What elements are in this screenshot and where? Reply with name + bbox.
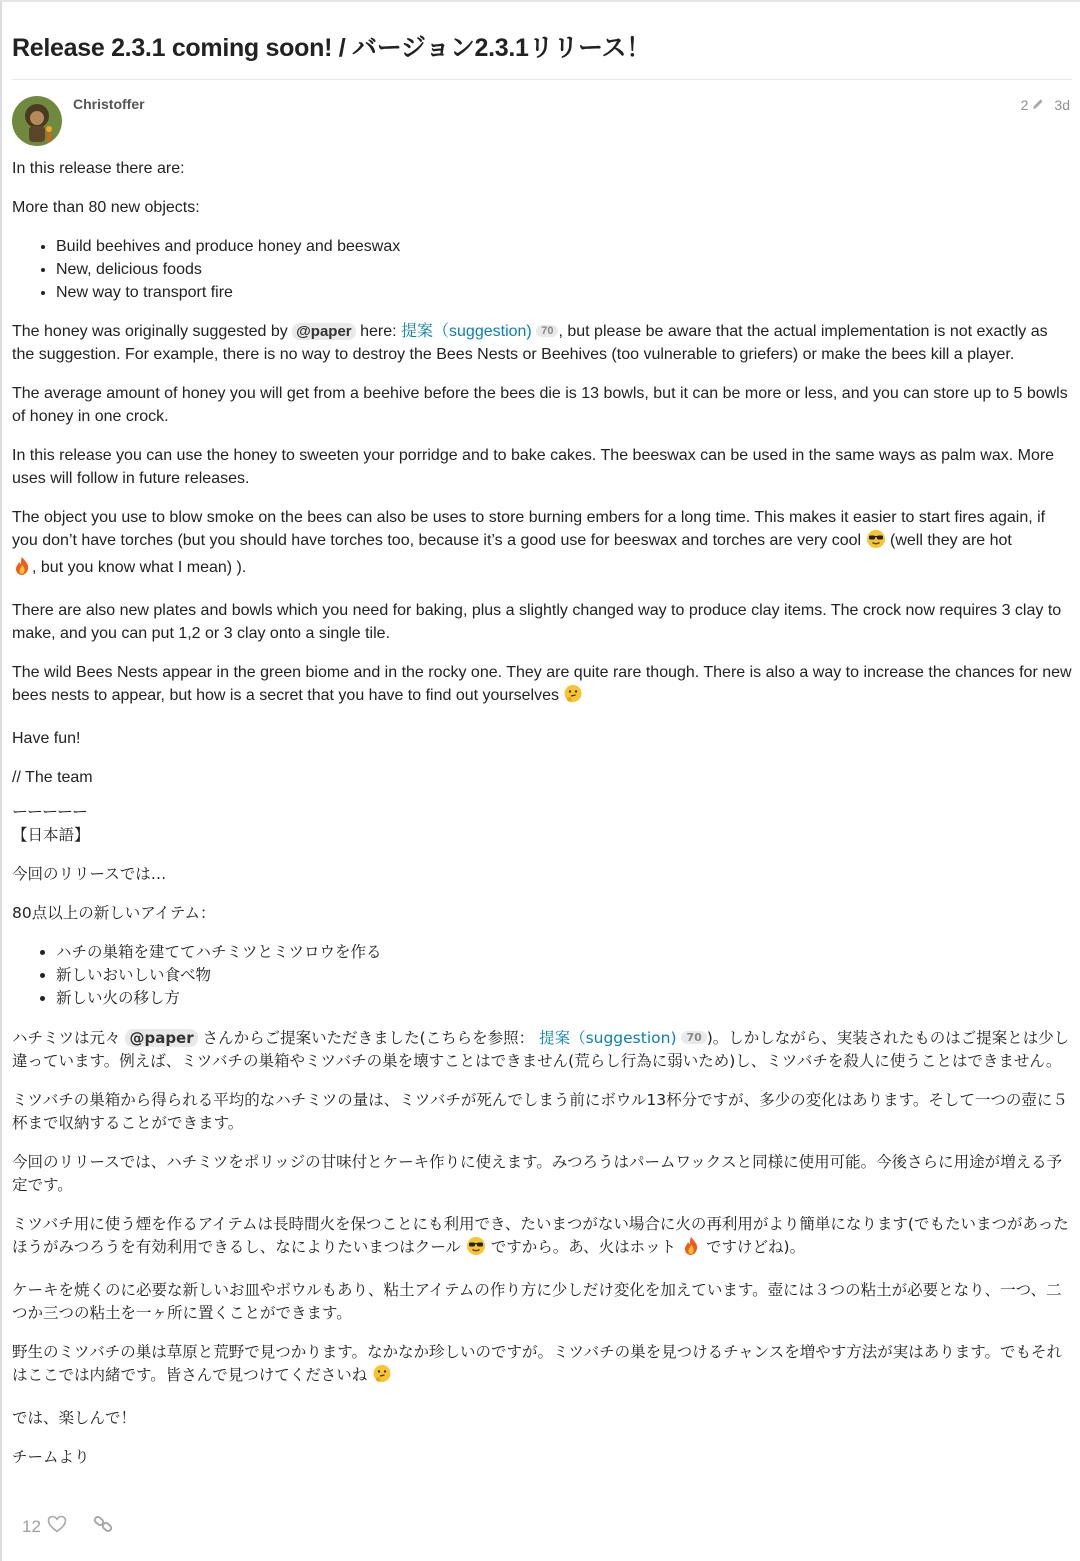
en-honey-paragraph: [12, 320, 1072, 366]
language-divider: ーーーーー: [12, 804, 88, 821]
text-span: )。しかしながら、実装されたものはご提案とは少し違っています。例えば、ミツバチの巣箱やミツバチの巣を壊すことはできません(荒らし行為に弱いため)し、ミツバチを殺人に使うことはできません。: [12, 1029, 1070, 1070]
thinking-emoji: [372, 1364, 392, 1391]
en-uses-paragraph: In this release you can use the honey to sweeten your porridge and to bake cakes. The beeswax can be used in the same ways as palm wax. More uses will follow in future releases.: [12, 447, 1055, 487]
jp-nests-paragraph: [12, 1341, 1072, 1391]
edit-count[interactable]: 2: [1020, 97, 1029, 113]
suggestion-link[interactable]: 提案（suggestion): [401, 323, 532, 340]
jp-plates-paragraph: ケーキを焼くのに必要な新しいお皿やボウルもあり、粘土アイテムの作り方に少しだけ変化を加えています。壺には３つの粘土が必要となり、一つ、二つか三つの粘土を一ヶ所に置くことができます。: [12, 1281, 1062, 1322]
text-span: , but please be aware that the actual implementation is not exactly as the suggestion. For example, there is no way to destroy the Bees Nests or Beehives (too vulnerable to griefers) or make the bees kill a player.: [12, 323, 1048, 363]
text-span: , but you know what I mean) ).: [32, 559, 247, 576]
author-avatar[interactable]: [12, 96, 62, 146]
en-have-fun: Have fun!: [12, 730, 81, 747]
sunglasses-emoji: [866, 529, 886, 556]
jp-objects-heading: 80点以上の新しいアイテム：: [12, 904, 216, 922]
jp-heading: 【日本語】: [12, 826, 90, 844]
text-span: さんからご提案いただきました(こちらを参照：: [202, 1029, 535, 1047]
post-age[interactable]: 3d: [1054, 97, 1070, 113]
text-span: ですけどね)。: [706, 1238, 806, 1256]
list-item: • ハチの巣箱を建ててハチミツとミツロウを作る: [56, 941, 1072, 964]
en-objects-heading: More than 80 new objects:: [12, 199, 200, 216]
jp-signoff: チームより: [12, 1448, 90, 1466]
like-button[interactable]: [22, 1515, 67, 1538]
heart-icon[interactable]: [47, 1515, 67, 1538]
text-span: The honey was originally suggested by: [12, 323, 288, 340]
text-span: The wild Bees Nests appear in the green biome and in the rocky one. They are quite rare though. There is also a way to increase the chances for new bees nests to appear, but how is a secret that you have to find out yourselves: [12, 664, 1072, 704]
link-click-count: 70: [536, 325, 558, 337]
post-body: [12, 157, 1072, 1485]
link-icon[interactable]: [93, 1515, 113, 1538]
en-intro: In this release there are:: [12, 160, 185, 177]
list-item: • Build beehives and produce honey and beeswax: [56, 235, 1072, 258]
fire-emoji: [681, 1236, 701, 1263]
jp-average-paragraph: ミツバチの巣箱から得られる平均的なハチミツの量は、ミツバチが死んでしまう前にボウル13杯分ですが、多少の変化はあります。そして一つの壺に５杯まで収納することができます。: [12, 1091, 1068, 1132]
post-actions: [22, 1515, 113, 1538]
en-nests-paragraph: [12, 661, 1072, 711]
text-span: here:: [360, 323, 397, 340]
fire-emoji: [12, 556, 32, 583]
jp-have-fun: では、楽しんで！: [12, 1409, 137, 1427]
text-span: ハチミツは元々: [12, 1029, 121, 1047]
suggestion-link[interactable]: 提案（suggestion): [539, 1029, 677, 1047]
list-item: • New way to transport fire: [56, 281, 1072, 304]
text-span: ミツバチ用に使う煙を作るアイテムは長時間火を保つことにも利用でき、たいまつがない場合に火の再利用がより簡単になります(でもたいまつがあったほうがみつろうを有効利用できるし、なによりたいまつはクール: [12, 1215, 1069, 1256]
topic-title: Release 2.3.1 coming soon! / バージョン2.3.1リリース！: [12, 34, 651, 62]
like-count: 12: [22, 1516, 41, 1536]
jp-objects-list: [12, 941, 1072, 1010]
list-item: • 新しい火の移し方: [56, 987, 1072, 1010]
en-average-paragraph: The average amount of honey you will get from a beehive before the bees die is 13 bowls, but it can be more or less, and you can store up to 5 bowls of honey in one crock.: [12, 385, 1068, 425]
text-span: ですから。あ、火はホット: [490, 1238, 677, 1256]
author-name[interactable]: Christoffer: [73, 96, 145, 112]
mention-paper[interactable]: @paper: [125, 1029, 197, 1047]
text-span: The object you use to blow smoke on the bees can also be uses to store burning embers for a long time. This makes it easier to start fires again, if you don’t have torches (but you should have torches too, because it’s a good use for beeswax and torches are very cool: [12, 509, 1046, 549]
en-signoff: // The team: [12, 769, 93, 786]
list-item: • 新しいおいしい食べ物: [56, 964, 1072, 987]
title-divider: [12, 79, 1072, 80]
en-plates-paragraph: There are also new plates and bowls which you need for baking, plus a slightly changed way to produce clay items. The crock now requires 3 clay to make, and you can put 1,2 or 3 clay onto a single tile.: [12, 602, 1062, 642]
en-smoke-paragraph: [12, 506, 1072, 583]
link-click-count: 70: [681, 1031, 706, 1044]
mention-paper[interactable]: @paper: [292, 323, 355, 340]
thinking-emoji: [563, 684, 583, 711]
jp-smoke-paragraph: [12, 1213, 1072, 1263]
jp-honey-paragraph: [12, 1026, 1072, 1073]
post-meta: [1021, 97, 1070, 113]
list-item: • New, delicious foods: [56, 258, 1072, 281]
jp-uses-paragraph: 今回のリリースでは、ハチミツをポリッジの甘味付とケーキ作りに使えます。みつろうはパームワックスと同様に使用可能。今後さらに用途が増える予定です。: [12, 1153, 1063, 1194]
text-span: (well they are hot: [890, 532, 1012, 549]
pencil-icon[interactable]: [1032, 97, 1044, 113]
en-objects-list: [12, 235, 1072, 304]
sunglasses-emoji: [466, 1236, 486, 1263]
jp-intro: 今回のリリースでは…: [12, 865, 167, 883]
text-span: 野生のミツバチの巣は草原と荒野で見つかります。なかなか珍しいのですが。ミツバチの巣を見つけるチャンスを増やす方法が実はあります。でもそれはここでは内緒です。皆さんで見つけてくださいね: [12, 1343, 1062, 1384]
